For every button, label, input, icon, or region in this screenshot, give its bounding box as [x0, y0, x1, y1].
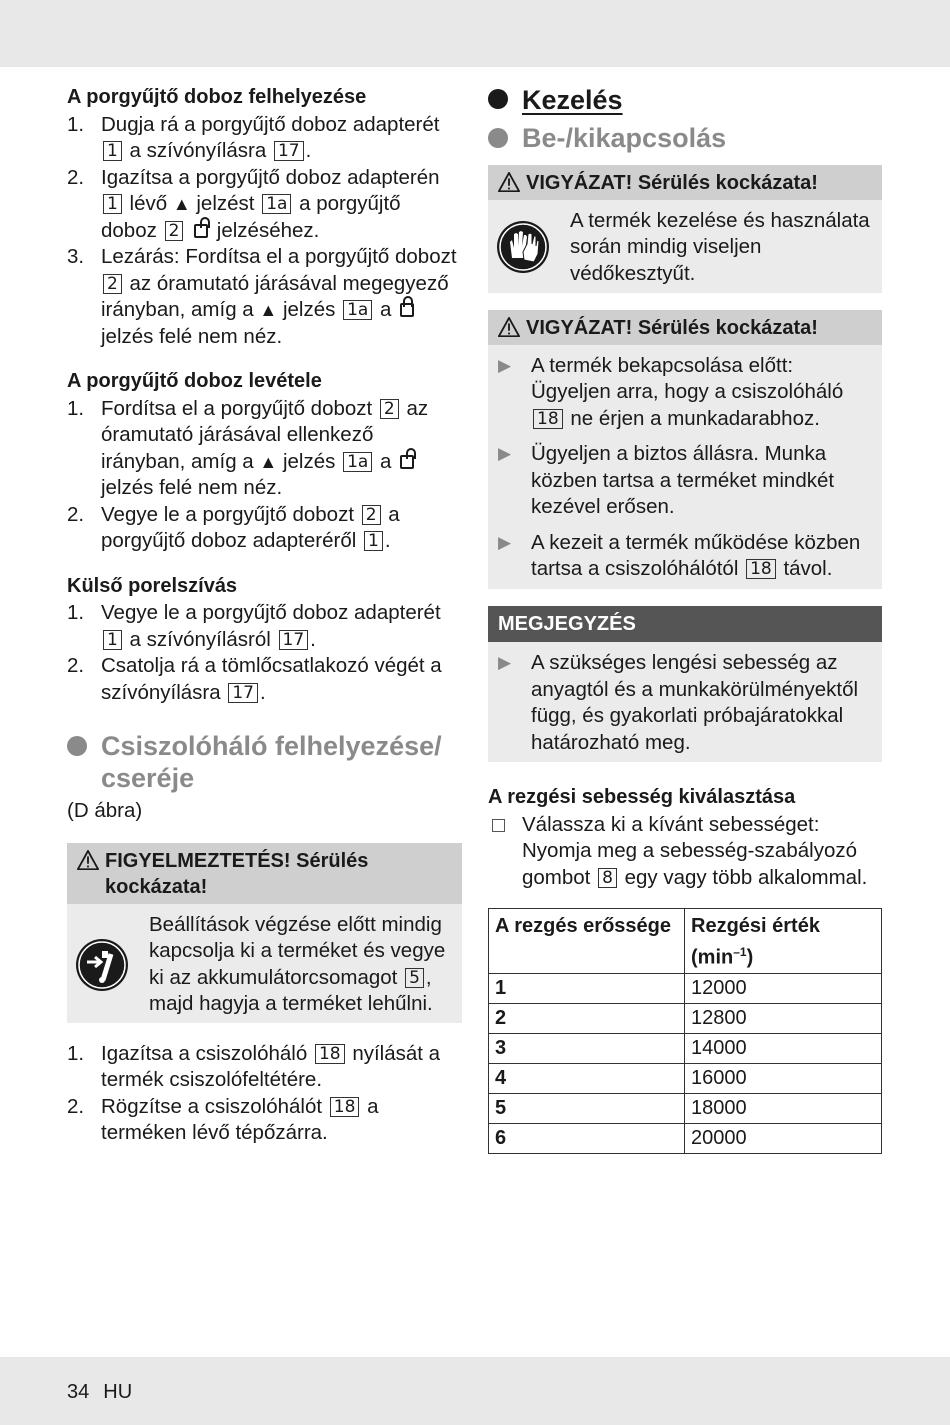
warning-triangle-icon [77, 850, 99, 870]
unlock-icon [400, 455, 414, 469]
lock-icon [400, 303, 414, 317]
section-heading: A porgyűjtő doboz levétele [67, 370, 322, 392]
table-row: 6 20000 [489, 1123, 882, 1153]
list-item: 2. Csatolja rá a tömlőcsatlakozó végét a szívónyílásra 17 . [67, 654, 442, 704]
part-number: 18 [746, 559, 776, 579]
part-number: 1a [343, 452, 372, 472]
table-row: 5 18000 [489, 1093, 882, 1123]
section-heading: A rezgési sebesség kiválasztása [488, 786, 796, 808]
list-item: 1. Dugja rá a porgyűjtő doboz adapterét 1 a szívónyílásra 17 . [67, 112, 440, 162]
top-band [0, 0, 950, 67]
unlock-icon [194, 224, 208, 238]
list-item: 1. Igazítsa a csiszolóháló 18 nyílását a termék csiszolófeltétére. [67, 1041, 441, 1091]
warning-box-operation [488, 310, 882, 589]
page-number: 34 [67, 1381, 90, 1403]
part-number: 17 [279, 630, 309, 650]
list-item: ▶ A szükséges lengési sebesség az anyagtól és a munkakörülményektől függ, és gyakorlati próbajáratokkal határozható meg. [498, 651, 859, 754]
list-item: 2. Rögzítse a csiszolóhálót 18 a terméken lévő tépőzárra. [67, 1094, 379, 1144]
column-header: A rezgés erőssége [489, 909, 685, 974]
part-number: 2 [362, 505, 381, 525]
table-header-row [489, 909, 882, 974]
warning-header [488, 310, 882, 345]
language-code: HU [103, 1381, 133, 1403]
table-row: 2 12800 [489, 1003, 882, 1033]
list-item: 2. Vegye le a porgyűjtő dobozt 2 a porgyűjtő doboz adapteréről 1 . [67, 502, 400, 552]
section-title: Be-/kikapcsolás [522, 123, 727, 153]
external-dust-extraction-section [67, 573, 462, 707]
page-title: Kezelés [522, 85, 623, 115]
warning-title: VIGYÁZAT! Sérülés kockázata! [526, 317, 818, 339]
gloves-icon [494, 218, 552, 276]
part-number: 2 [103, 274, 122, 294]
part-number: 1a [262, 194, 291, 214]
list-item: ▶ A termék bekapcsolása előtt: Ügyeljen arra, hogy a csiszolóháló 18 ne érjen a munkadarabhoz. [498, 353, 844, 430]
part-number: 1 [364, 531, 383, 551]
part-number: 2 [165, 221, 184, 241]
warning-title: VIGYÁZAT! Sérülés kockázata! [526, 172, 818, 194]
speed-section [488, 784, 882, 891]
warning-header [488, 165, 882, 200]
warning-header [67, 843, 462, 904]
attach-dust-box-section [67, 84, 462, 350]
list-item: 1. Fordítsa el a porgyűjtő dobozt 2 az óramutató járásával ellenkező irányban, amíg a ▲ jelzés 1a a jelzés felé nem néz. [67, 396, 429, 499]
figure-reference: (D ábra) [67, 799, 143, 822]
footer-band [0, 1357, 950, 1425]
arrow-bullet-icon: ▶ [498, 532, 512, 552]
part-number: 17 [228, 683, 258, 703]
triangle-mark-icon: ▲ [259, 451, 278, 472]
list-item: Válassza ki a kívánt sebességet: Nyomja meg a sebesség-szabályozó gombot 8 egy vagy több alkalommal. [488, 812, 882, 892]
bullet-dot-icon [488, 89, 508, 109]
warning-title: FIGYELMEZTETÉS! Sérülés kockázata! [105, 849, 369, 898]
left-column [67, 84, 462, 1147]
list-item: ▶ A kezeit a termék működése közben tartsa a csiszolóhálótól 18 távol. [498, 530, 861, 580]
list-item: 2. Igazítsa a porgyűjtő doboz adapterén 1 lévő ▲ jelzést 1a a porgyűjtő doboz 2 jelzéséhez. [67, 165, 440, 242]
note-box [488, 606, 882, 763]
part-number: 17 [274, 141, 304, 161]
part-number: 1 [103, 141, 122, 161]
warning-text: A termék kezelése és használata során mindig viseljen védőkesztyűt. [570, 208, 870, 285]
list-item: 1. Vegye le a porgyűjtő doboz adapterét 1 a szívónyílásról 17 . [67, 601, 441, 651]
list-item: ▶ Ügyeljen a biztos állásra. Munka közben tartsa a terméket mindkét kezével erősen. [498, 442, 835, 518]
warning-triangle-icon [498, 172, 520, 192]
part-number: 18 [533, 409, 563, 429]
triangle-mark-icon: ▲ [172, 194, 191, 214]
arrow-bullet-icon: ▶ [498, 355, 512, 375]
disconnect-battery-icon [73, 936, 131, 994]
part-number: 2 [380, 399, 399, 419]
table-row: 3 14000 [489, 1033, 882, 1063]
part-number: 8 [598, 868, 617, 888]
list-item: 3. Lezárás: Fordítsa el a porgyűjtő dobozt 2 az óramutató járásával megegyező irányban, amíg a ▲ jelzés 1a a jelzés felé nem néz. [67, 245, 457, 348]
speed-table [488, 908, 882, 1154]
warning-box-gloves [488, 165, 882, 293]
remove-dust-box-section [67, 368, 462, 555]
part-number: 18 [315, 1044, 345, 1064]
part-number: 1 [103, 630, 122, 650]
right-column [488, 84, 882, 1154]
part-number: 18 [330, 1097, 360, 1117]
section-heading: A porgyűjtő doboz felhelyezése [67, 86, 367, 108]
triangle-mark-icon: ▲ [259, 300, 278, 320]
section-title: Csiszolóháló felhelyezése/ cseréje [101, 731, 442, 793]
arrow-bullet-icon: ▶ [498, 653, 512, 672]
table-row: 1 12000 [489, 973, 882, 1003]
on-off-heading [488, 122, 882, 154]
warning-triangle-icon [498, 317, 520, 337]
part-number: 5 [405, 968, 424, 988]
page-footer [67, 1379, 132, 1406]
sanding-mesh-section [67, 730, 462, 1147]
arrow-bullet-icon: ▶ [498, 444, 512, 463]
table-row: 4 16000 [489, 1063, 882, 1093]
bullet-dot-icon [488, 128, 508, 148]
bullet-dot-icon [67, 736, 87, 756]
column-header: Rezgési érték $(\min^{-1})$ [685, 909, 882, 974]
warning-box: FIGYELMEZTETÉS! Sérülés kockázata! Beállítások végzése előtt mindig kapcsolja ki a terméket és vegye ki az akkumulátorcsomagot 5 , majd hagyja a terméket lehűlni. [67, 843, 462, 1023]
part-number: 1 [103, 194, 122, 214]
operation-heading [488, 84, 882, 116]
note-header: MEGJEGYZÉS [488, 606, 882, 643]
checkbox-bullet-icon [492, 819, 505, 832]
section-heading: Külső porelszívás [67, 574, 238, 597]
part-number: 1a [343, 300, 372, 320]
